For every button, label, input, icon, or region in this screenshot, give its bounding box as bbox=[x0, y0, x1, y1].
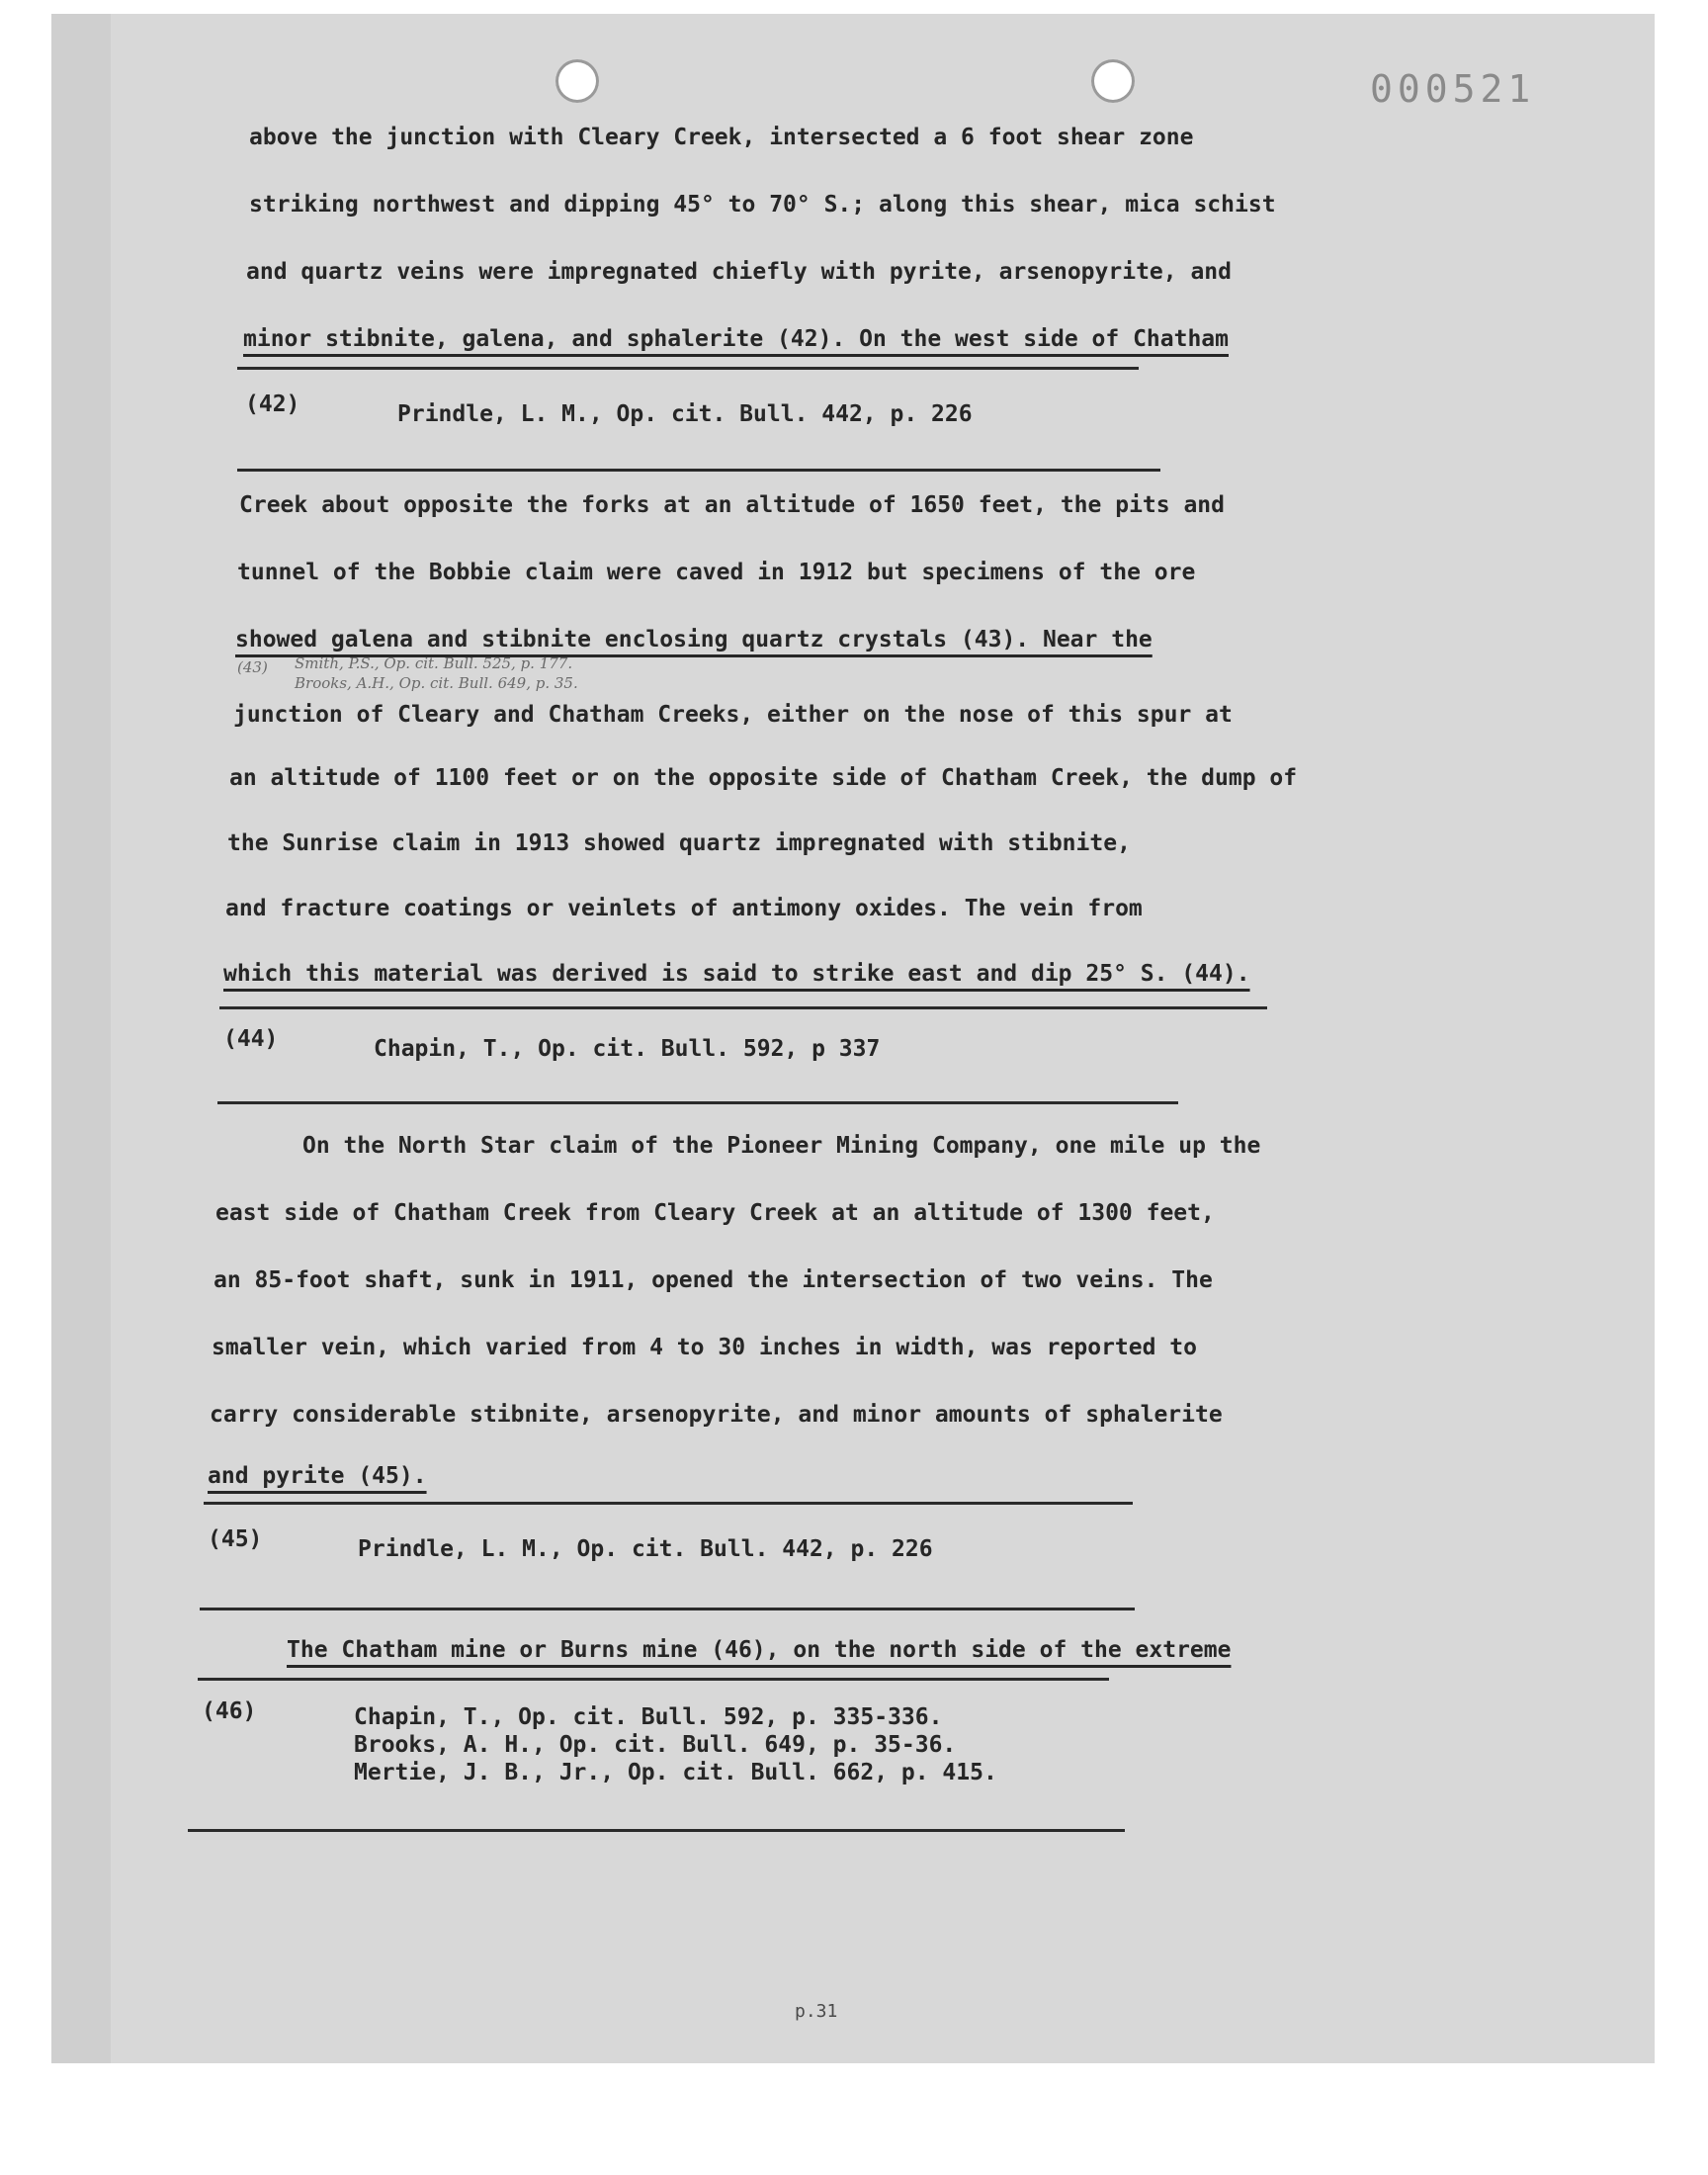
footnote-text: Mertie, J. B., Jr., Op. cit. Bull. 662, p. 415. bbox=[354, 1760, 997, 1785]
body-line: the Sunrise claim in 1913 showed quartz impregnated with stibnite, bbox=[227, 830, 1131, 856]
body-line: The Chatham mine or Burns mine (46), on the north side of the extreme bbox=[287, 1637, 1232, 1663]
body-line: east side of Chatham Creek from Cleary Creek at an altitude of 1300 feet, bbox=[215, 1200, 1215, 1226]
body-line: which this material was derived is said to strike east and dip 25° S. (44). bbox=[223, 961, 1250, 987]
footnote-rule bbox=[217, 1101, 1178, 1104]
body-line: and quartz veins were impregnated chiefly with pyrite, arsenopyrite, and bbox=[246, 259, 1232, 285]
footnote-separator bbox=[237, 367, 1139, 370]
footnote-separator bbox=[204, 1502, 1133, 1505]
body-line: carry considerable stibnite, arsenopyrite, and minor amounts of sphalerite bbox=[210, 1402, 1223, 1428]
body-line: On the North Star claim of the Pioneer Mining Company, one mile up the bbox=[302, 1133, 1261, 1159]
body-line: striking northwest and dipping 45° to 70° S.; along this shear, mica schist bbox=[249, 192, 1276, 218]
footnote-text: Prindle, L. M., Op. cit. Bull. 442, p. 226 bbox=[358, 1536, 933, 1562]
body-line: and fracture coatings or veinlets of antimony oxides. The vein from bbox=[225, 896, 1143, 921]
body-line: minor stibnite, galena, and sphalerite (42). On the west side of Chatham bbox=[243, 326, 1229, 352]
footnote-text: Prindle, L. M., Op. cit. Bull. 442, p. 226 bbox=[397, 401, 973, 427]
punch-hole-left bbox=[555, 59, 599, 103]
body-line: tunnel of the Bobbie claim were caved in 1912 but specimens of the ore bbox=[237, 560, 1196, 585]
footnote-label: (44) bbox=[223, 1026, 279, 1052]
page-number: p.31 bbox=[795, 2001, 838, 2022]
body-line: and pyrite (45). bbox=[208, 1463, 427, 1489]
footnote-label: (46) bbox=[202, 1698, 257, 1724]
body-line: above the junction with Cleary Creek, intersected a 6 foot shear zone bbox=[249, 125, 1194, 150]
body-line: an altitude of 1100 feet or on the opposite side of Chatham Creek, the dump of bbox=[229, 765, 1298, 791]
footnote-text: Brooks, A. H., Op. cit. Bull. 649, p. 35-36. bbox=[354, 1732, 957, 1758]
footnote-rule bbox=[200, 1608, 1135, 1610]
body-line: junction of Cleary and Chatham Creeks, either on the nose of this spur at bbox=[233, 702, 1233, 728]
body-line: Creek about opposite the forks at an altitude of 1650 feet, the pits and bbox=[239, 492, 1225, 518]
body-line: an 85-foot shaft, sunk in 1911, opened the intersection of two veins. The bbox=[214, 1267, 1213, 1293]
body-line: showed galena and stibnite enclosing quartz crystals (43). Near the bbox=[235, 627, 1153, 652]
handwritten-note-label: (43) bbox=[237, 658, 268, 676]
handwritten-note: Brooks, A.H., Op. cit. Bull. 649, p. 35. bbox=[295, 674, 578, 692]
footnote-label: (42) bbox=[245, 392, 300, 417]
document-page bbox=[51, 14, 1655, 2063]
handwritten-note: Smith, P.S., Op. cit. Bull. 525, p. 177. bbox=[295, 654, 573, 672]
footnote-rule bbox=[237, 469, 1160, 472]
document-id-stamp: 000521 bbox=[1370, 67, 1536, 111]
footnote-separator bbox=[198, 1678, 1109, 1681]
footnote-label: (45) bbox=[208, 1526, 263, 1552]
body-line: smaller vein, which varied from 4 to 30 inches in width, was reported to bbox=[212, 1335, 1197, 1360]
footnote-text: Chapin, T., Op. cit. Bull. 592, p 337 bbox=[374, 1036, 881, 1062]
footnote-separator bbox=[219, 1006, 1267, 1009]
footnote-text: Chapin, T., Op. cit. Bull. 592, p. 335-336. bbox=[354, 1704, 943, 1730]
footnote-rule bbox=[188, 1829, 1125, 1832]
punch-hole-right bbox=[1091, 59, 1135, 103]
